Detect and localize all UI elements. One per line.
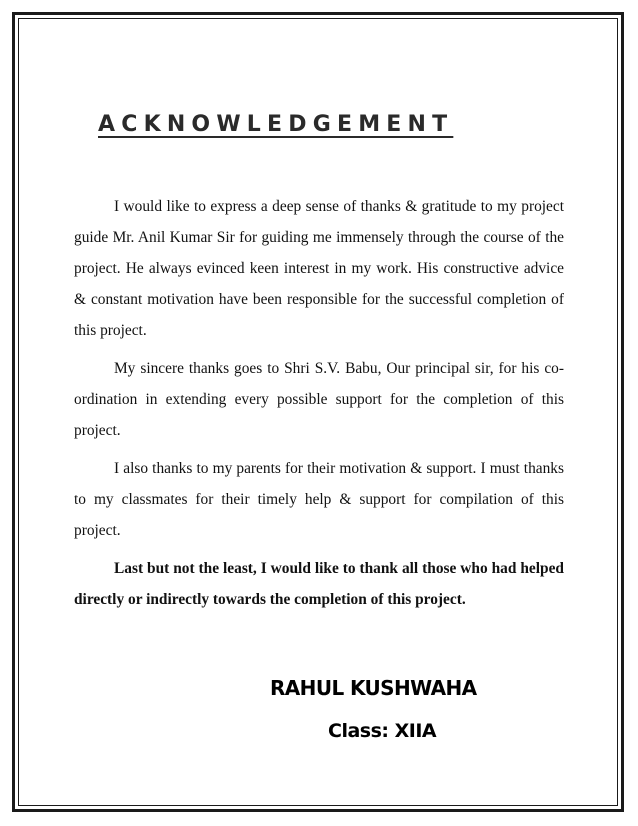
signature-class: Class: XIIA bbox=[328, 720, 437, 742]
page-title: ACKNOWLEDGEMENT bbox=[98, 112, 454, 137]
paragraph-thanks-parents: I also thanks to my parents for their motivation & support. I must thanks to my classmates for their timely help & support for compilation of this project. bbox=[74, 460, 564, 539]
acknowledgement-body bbox=[74, 191, 564, 622]
paragraph-thanks-principal: My sincere thanks goes to Shri S.V. Babu, Our principal sir, for his co-ordination in extending every possible support for the completion of this project. bbox=[74, 360, 564, 439]
paragraph-closing: Last but not the least, I would like to thank all those who had helped directly or indirectly towards the completion of this project. bbox=[74, 560, 564, 608]
paragraph-thanks-guide: I would like to express a deep sense of thanks & gratitude to my project guide Mr. Anil Kumar Sir for guiding me immensely through the course of the project. He always evinced keen interest in my work. His constructive advice & constant motivation have been responsible for the successful completion of this project. bbox=[74, 198, 564, 339]
signature-name: RAHUL KUSHWAHA bbox=[270, 676, 477, 700]
